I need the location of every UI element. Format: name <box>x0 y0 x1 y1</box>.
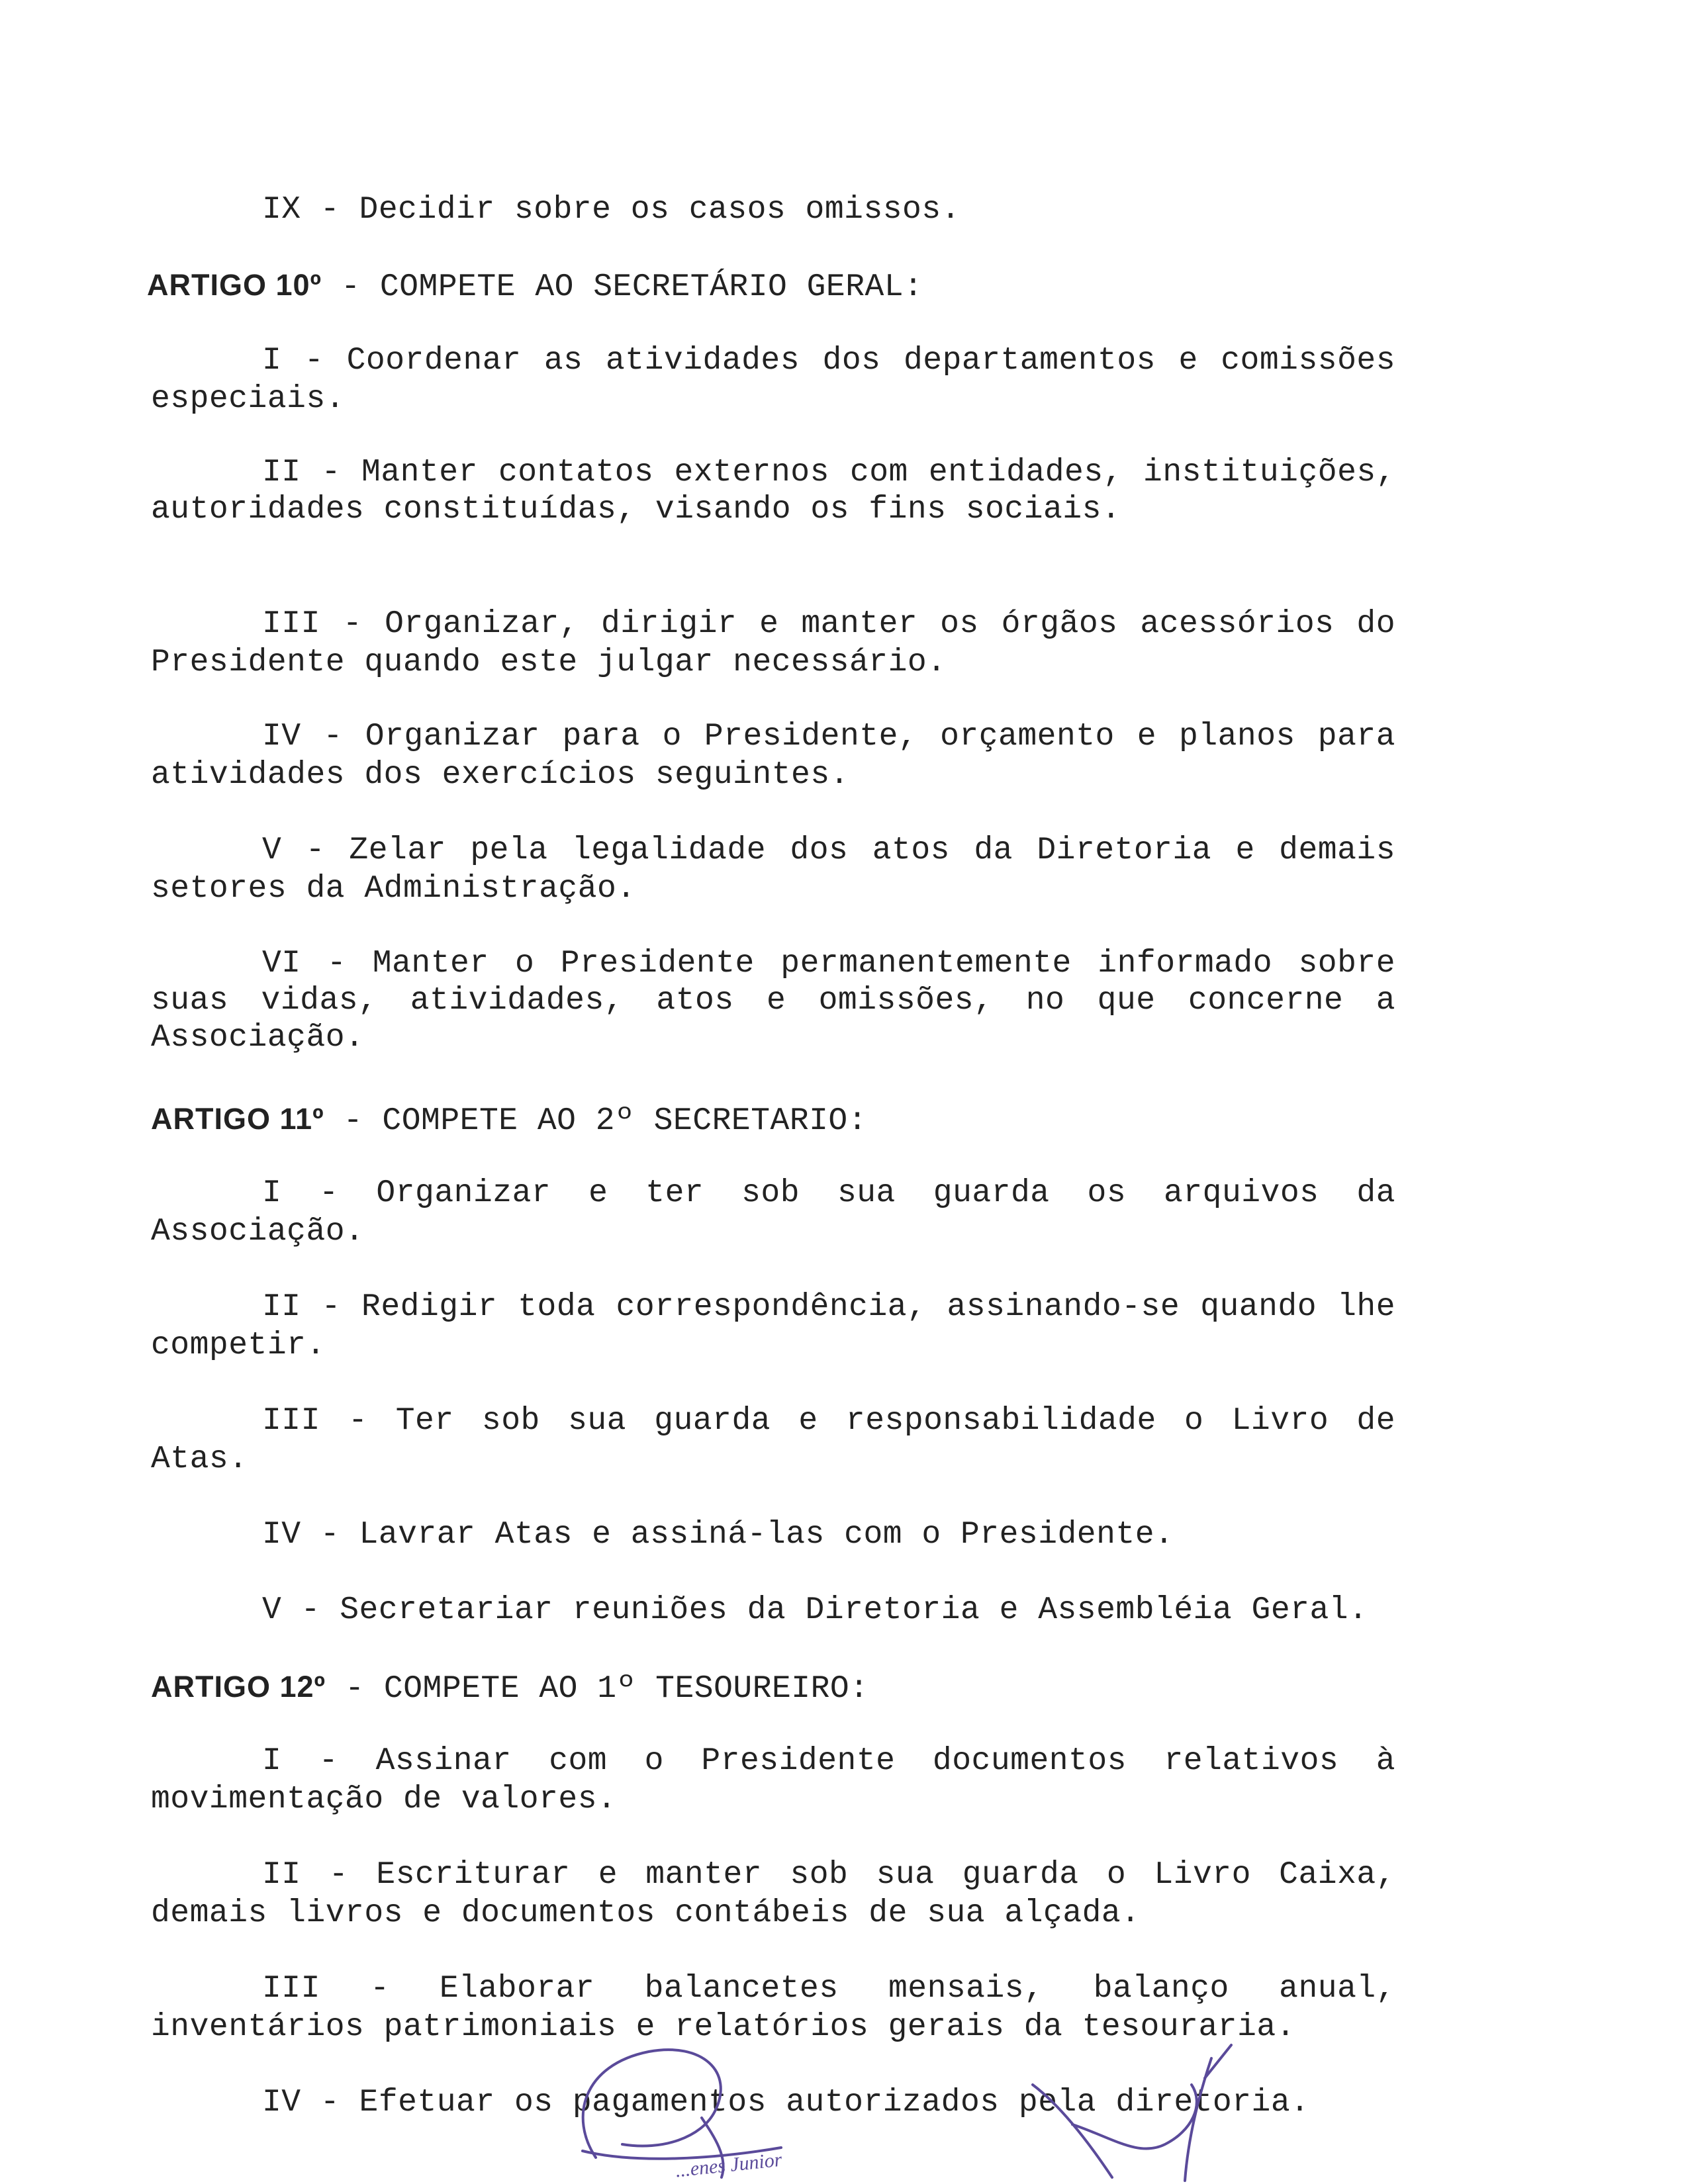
artigo-11-title: - COMPETE AO 2º SECRETARIO: <box>324 1103 868 1139</box>
paragraph-12-iv: IV - Efetuar os pagamentos autorizados pela diretoria. <box>262 2085 1310 2120</box>
paragraph-10-iv: IV - Organizar para o Presidente, orçamento e planos para atividades dos exercícios seguintes. <box>151 719 1395 793</box>
signature-stamp-text: ...enes Junior <box>674 2148 783 2182</box>
paragraph-10-ii: II - Manter contatos externos com entidades, instituições, autoridades constituídas, visando os fins sociais. <box>151 455 1395 527</box>
artigo-11-label: ARTIGO 11º <box>151 1102 324 1136</box>
paragraph-10-vi: VI - Manter o Presidente permanentemente informado sobre suas vidas, atividades, atos e omissões, no que concerne a Associação. <box>151 946 1395 1056</box>
paragraph-10-iii: III - Organizar, dirigir e manter os órgãos acessórios do Presidente quando este julgar necessário. <box>151 606 1395 680</box>
heading-artigo-11 <box>151 1100 1409 1140</box>
paragraph-ix: IX - Decidir sobre os casos omissos. <box>262 192 961 228</box>
paragraph-12-ii: II - Escriturar e manter sob sua guarda o Livro Caixa, demais livros e documentos contábeis de sua alçada. <box>151 1857 1395 1931</box>
paragraph-11-iv: IV - Lavrar Atas e assiná-las com o Presidente. <box>262 1517 1174 1553</box>
paragraph-11-v: V - Secretariar reuniões da Diretoria e Assembléia Geral. <box>262 1592 1368 1628</box>
paragraph-12-iii: III - Elaborar balancetes mensais, balanço anual, inventários patrimoniais e relatórios gerais da tesouraria. <box>151 1971 1395 2045</box>
artigo-12-title: - COMPETE AO 1º TESOUREIRO: <box>325 1671 869 1707</box>
artigo-12-label: ARTIGO 12º <box>151 1670 326 1704</box>
heading-artigo-10 <box>147 266 1405 306</box>
artigo-10-label: ARTIGO 10º <box>147 268 322 302</box>
heading-artigo-12 <box>151 1668 1409 1708</box>
paragraph-12-i: I - Assinar com o Presidente documentos relativos à movimentação de valores. <box>151 1743 1395 1817</box>
paragraph-11-iii: III - Ter sob sua guarda e responsabilidade o Livro de Atas. <box>151 1403 1395 1477</box>
paragraph-11-ii: II - Redigir toda correspondência, assinando-se quando lhe competir. <box>151 1289 1395 1363</box>
paragraph-10-v: V - Zelar pela legalidade dos atos da Diretoria e demais setores da Administração. <box>151 833 1395 907</box>
paragraph-11-i: I - Organizar e ter sob sua guarda os arquivos da Associação. <box>151 1175 1395 1250</box>
paragraph-10-i: I - Coordenar as atividades dos departamentos e comissões especiais. <box>151 343 1395 417</box>
artigo-10-title: - COMPETE AO SECRETÁRIO GERAL: <box>321 269 923 305</box>
